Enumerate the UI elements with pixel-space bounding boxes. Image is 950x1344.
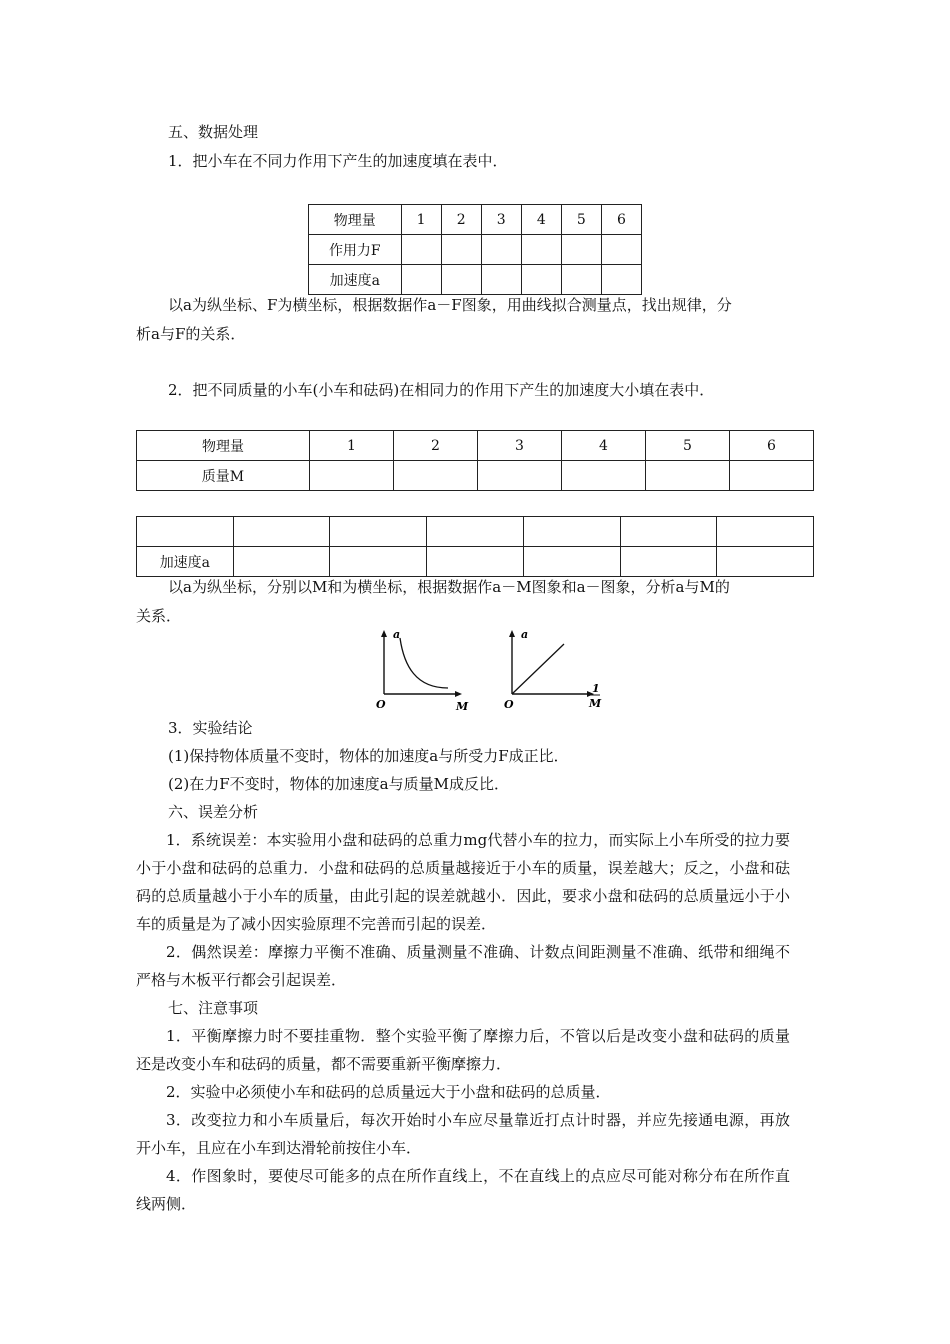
cell: 1 (309, 431, 393, 461)
error-analysis-2: 2．偶然误差：摩擦力平衡不准确、质量测量不准确、计数点间距测量不准确、纸带和细绳不严格与木板平行都会引起误差． (136, 943, 790, 989)
cell (477, 461, 561, 491)
text-a-m-line2: 关系． (136, 607, 182, 625)
cell (561, 461, 645, 491)
cell (717, 547, 814, 577)
text-a-f-line2: 析a与F的关系． (136, 325, 246, 343)
cell: 2 (393, 431, 477, 461)
cell (309, 461, 393, 491)
cell: 物理量 (137, 431, 310, 461)
g2-origin-label: O (504, 698, 514, 711)
text-a-f-line1: 以a为纵坐标、F为横坐标，根据数据作a－F图象，用曲线拟合测量点，找出规律，分 (168, 296, 732, 314)
note-1: 1．平衡摩擦力时不要挂重物．整个实验平衡了摩擦力后，不管以后是改变小盘和砝码的质量还是改变小车和砝码的质量，都不需要重新平衡摩擦力． (136, 1027, 790, 1073)
note-3: 3．改变拉力和小车质量后，每次开始时小车应尽量靠近打点计时器，并应先接通电源，再放开小车，且应在小车到达滑轮前按住小车． (136, 1111, 790, 1157)
force-table-header (309, 205, 642, 235)
row-label: 质量M (137, 461, 310, 491)
force-table (308, 204, 642, 295)
cell (620, 547, 717, 577)
section-7-title: 七、注意事项 (168, 999, 259, 1017)
section-5-title: 五、数据处理 (168, 123, 259, 141)
cell (441, 235, 481, 265)
cell (137, 517, 234, 547)
error-analysis-1: 1．系统误差：本实验用小盘和砝码的总重力mg代替小车的拉力，而实际上小车所受的拉力要小于小盘和砝码的总重力．小盘和砝码的总质量越接近于小车的质量，误差越大；反之，小盘和砝码的总质量越小于小车的质量，由此引起的误差就越小．因此，要求小盘和砝码的总质量远小于小车的质量是为了减小因实验原理不完善而引起的误差． (136, 831, 790, 933)
cell (561, 235, 601, 265)
g2-x-numerator: 1 (592, 682, 600, 695)
cell (330, 547, 427, 577)
text-a-m-line1: 以a为纵坐标，分别以M和为横坐标，根据数据作a－M图象和a－图象，分析a与M的 (168, 578, 730, 596)
conclusion-2: (2)在力F不变时，物体的加速度a与质量M成反比． (168, 775, 509, 793)
cell (427, 517, 524, 547)
cell (441, 265, 481, 295)
cell: 6 (729, 431, 813, 461)
cell: 3 (481, 205, 521, 235)
g1-y-label: a (393, 628, 401, 641)
cell: 3 (477, 431, 561, 461)
cell (601, 265, 641, 295)
cell (521, 235, 561, 265)
row-label: 加速度a (309, 265, 402, 295)
mass-table-header (137, 431, 814, 461)
cell (717, 517, 814, 547)
cell (645, 461, 729, 491)
g2-y-label: a (521, 628, 529, 641)
g1-x-arrow (455, 691, 462, 697)
cell: 1 (401, 205, 441, 235)
g1-curve (400, 638, 448, 688)
cell (393, 461, 477, 491)
conclusion-1: (1)保持物体质量不变时，物体的加速度a与所受力F成正比． (168, 747, 569, 765)
g1-y-arrow (381, 630, 387, 637)
g1-x-label: M (456, 700, 469, 713)
cell (729, 461, 813, 491)
accel-row-2 (137, 547, 814, 577)
cell (330, 517, 427, 547)
cell: 2 (441, 205, 481, 235)
g1-origin-label: O (376, 698, 386, 711)
accel-table-row (309, 265, 642, 295)
item-2-text: 2．把不同质量的小车(小车和砝码)在相同力的作用下产生的加速度大小填在表中． (168, 381, 715, 399)
item-3-title: 3．实验结论 (168, 719, 253, 737)
mass-table (136, 430, 814, 491)
cell (401, 265, 441, 295)
cell (481, 265, 521, 295)
inverse-mass-table (136, 516, 814, 577)
cell (233, 547, 330, 577)
cell: 4 (561, 431, 645, 461)
cell (561, 265, 601, 295)
section-6-title: 六、误差分析 (168, 803, 259, 821)
g2-y-arrow (509, 630, 515, 637)
item-1-text: 1．把小车在不同力作用下产生的加速度填在表中． (168, 152, 508, 170)
row-label: 加速度a (137, 547, 234, 577)
g2-line (512, 644, 564, 694)
cell (481, 235, 521, 265)
cell (601, 235, 641, 265)
force-table-row (309, 235, 642, 265)
graphs-figure (370, 626, 620, 716)
note-4: 4．作图象时，要使尽可能多的点在所作直线上，不在直线上的点应尽可能对称分布在所作直线两侧． (136, 1167, 790, 1213)
cell: 6 (601, 205, 641, 235)
cell (523, 517, 620, 547)
cell: 物理量 (309, 205, 402, 235)
mass-table-row (137, 461, 814, 491)
cell (523, 547, 620, 577)
cell (401, 235, 441, 265)
g2-x-denominator: M (589, 697, 602, 710)
cell (620, 517, 717, 547)
cell: 5 (561, 205, 601, 235)
cell: 4 (521, 205, 561, 235)
cell (233, 517, 330, 547)
cell: 5 (645, 431, 729, 461)
note-2: 2．实验中必须使小车和砝码的总质量远大于小盘和砝码的总质量． (166, 1083, 611, 1101)
inverse-mass-row (137, 517, 814, 547)
cell (427, 547, 524, 577)
cell (521, 265, 561, 295)
row-label: 作用力F (309, 235, 402, 265)
